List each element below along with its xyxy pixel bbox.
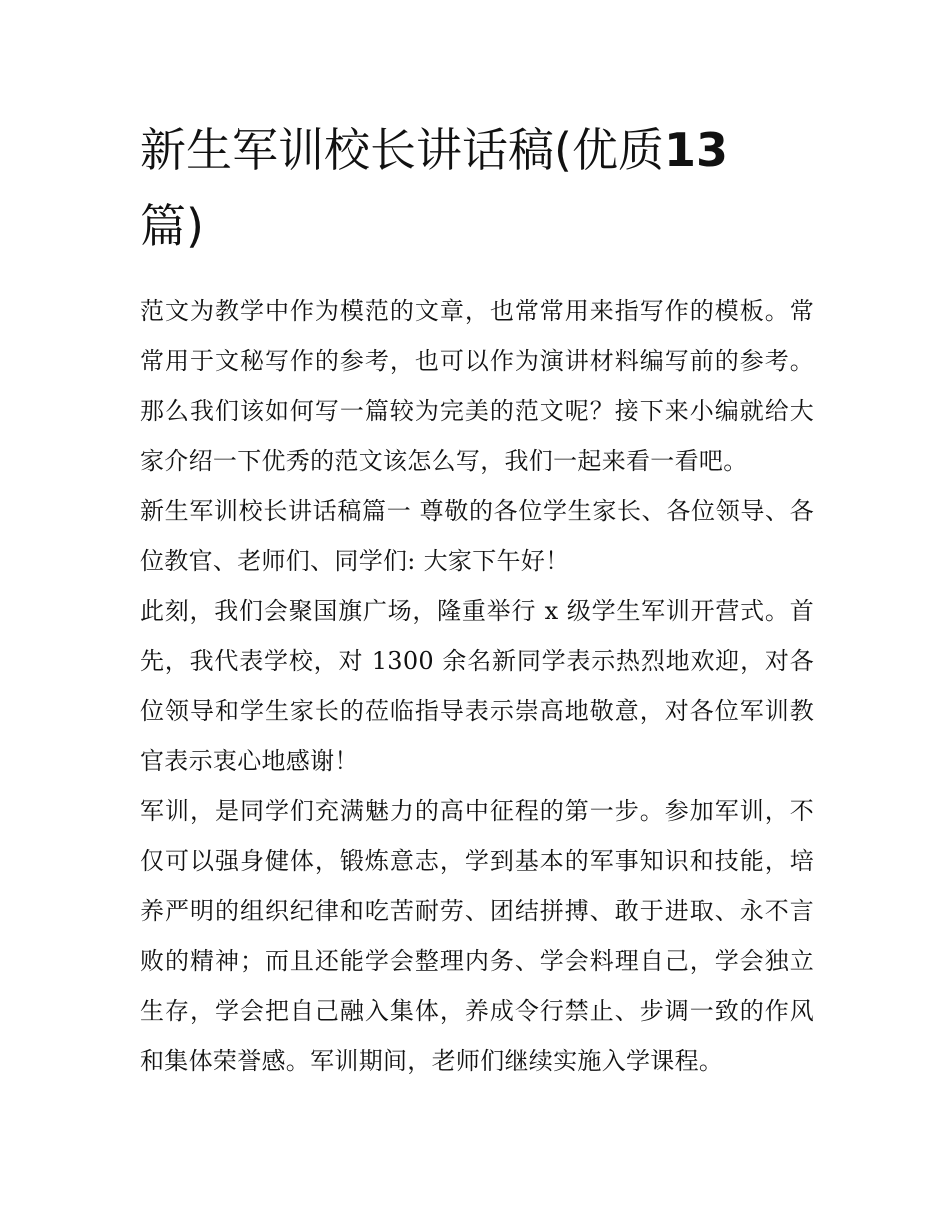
title-tail: 篇): [140, 199, 204, 253]
title-main: 新生军训校长讲话稿(优质: [140, 123, 664, 177]
title-number: 13: [663, 123, 728, 177]
document-title: [140, 112, 814, 264]
paragraph-salutation: 新生军训校长讲话稿篇一 尊敬的各位学生家长、各位领导、各位教官、老师们、同学们: 大家下午好！: [140, 497, 814, 575]
document-body: [140, 286, 814, 1086]
paragraph-military-training: 军训，是同学们充满魅力的高中征程的第一步。参加军训，不仅可以强身健体，锻炼意志，学到基本的军事知识和技能，培养严明的组织纪律和吃苦耐劳、团结拼搏、敢于进取、永不言败的精神；而且还能学会整理内务、学会料理自己，学会独立生存，学会把自己融入集体，养成令行禁止、步调一致的作风和集体荣誉感。军训期间，老师们继续实施入学课程。: [140, 797, 814, 1075]
document-content: [140, 112, 814, 1086]
paragraph-opening: 此刻，我们会聚国旗广场，隆重举行 x 级学生军训开营式。首先，我代表学校，对 1300 余名新同学表示热烈地欢迎，对各位领导和学生家长的莅临指导表示崇高地敬意，对各位军训教官表示衷心地感谢！: [140, 597, 814, 775]
paragraph-intro: 范文为教学中作为模范的文章，也常常用来指写作的模板。常常用于文秘写作的参考，也可以作为演讲材料编写前的参考。那么我们该如何写一篇较为完美的范文呢？接下来小编就给大家介绍一下优秀的范文该怎么写，我们一起来看一看吧。: [140, 297, 814, 475]
